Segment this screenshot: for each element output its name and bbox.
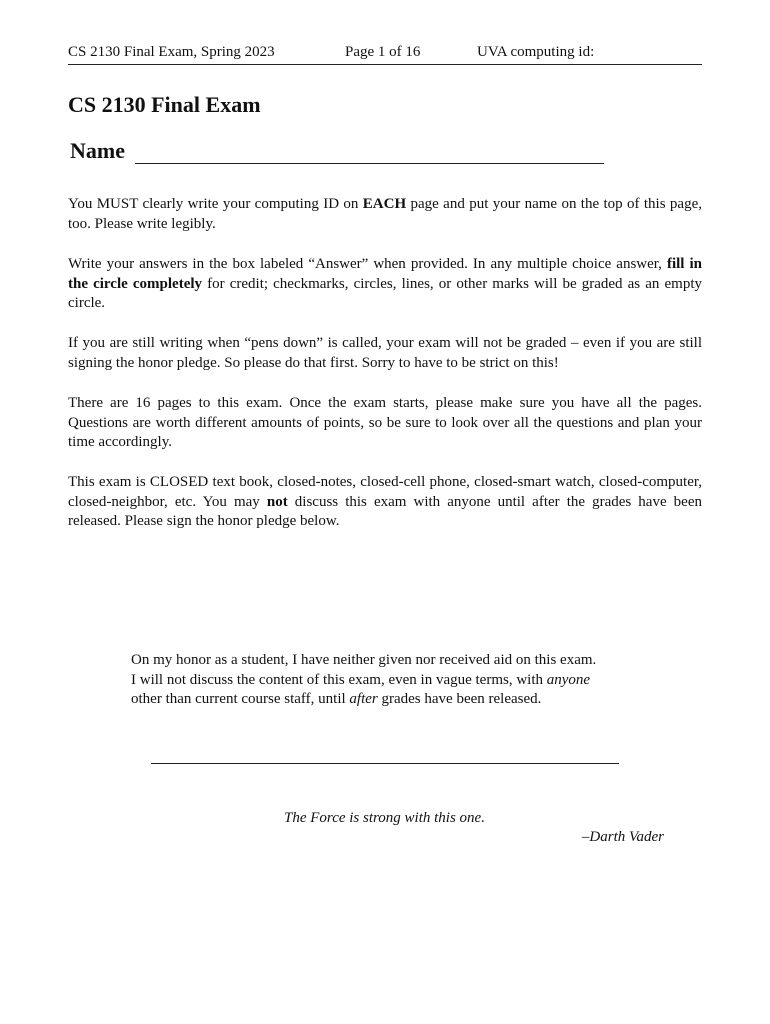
para1-text-a: You MUST clearly write your computing ID on (68, 196, 363, 212)
exam-title: CS 2130 Final Exam (68, 92, 261, 117)
instruction-pages: There are 16 pages to this exam. Once the exam starts, please make sure you have all the pages. Questions are worth different amounts of points, so be sure to look over all the questions and plan your time accordingly. (68, 395, 702, 450)
para2-text-c: for credit; checkmarks, circles, lines, or other marks will be graded as an empty circle. (68, 275, 702, 311)
header-course: CS 2130 Final Exam, Spring 2023 (68, 44, 275, 60)
para2-emphasis: fill in the circle completely (68, 256, 702, 292)
para5-text-c: discuss this exam with anyone until after the grades have been released. Please sign the honor pledge below. (68, 493, 702, 529)
para5-emphasis: not (266, 493, 288, 510)
pledge-line-2-text: I will not discuss the content of this exam, even in vague terms, with (131, 671, 547, 688)
instruction-closed-book (68, 473, 702, 532)
name-underline (135, 163, 604, 164)
pledge-line-1: On my honor as a student, I have neither given nor received aid on this exam. (131, 652, 597, 668)
pledge-line-2 (131, 671, 651, 691)
signature-line (151, 763, 619, 764)
instruction-computing-id (68, 195, 702, 234)
page-header (68, 44, 702, 65)
header-page-number: Page 1 of 16 (345, 44, 421, 60)
quote: The Force is strong with this one. (284, 810, 485, 826)
pledge-line-3 (131, 690, 651, 710)
instruction-pens-down: If you are still writing when “pens down” is called, your exam will not be graded – even if you are still signing the honor pledge. So please do that first. Sorry to have to be strict on this! (68, 335, 702, 371)
pledge-line-3-text-a: other than current course staff, until (131, 691, 350, 707)
para5-text-a: This exam is CLOSED text book, closed-notes, closed-cell phone, closed-smart watch, closed-computer, closed-neighbor, etc. You may (68, 474, 702, 510)
name-label: Name (70, 138, 125, 163)
instruction-answers (68, 255, 702, 314)
para2-text-a: Write your answers in the box labeled “Answer” when provided. In any multiple choice answer, (68, 256, 667, 272)
para1-emphasis: EACH (362, 196, 407, 212)
pledge-line-2-italic: anyone (546, 671, 591, 688)
pledge-line-3-italic: after (349, 691, 378, 707)
header-computing-id-label: UVA computing id: (477, 44, 595, 60)
pledge-line-3-text-c: grades have been released. (377, 691, 542, 707)
honor-pledge (131, 651, 651, 710)
quote-attribution: –Darth Vader (581, 829, 664, 845)
para1-text-c: page and put your name on the top of this page, too. Please write legibly. (68, 196, 702, 232)
